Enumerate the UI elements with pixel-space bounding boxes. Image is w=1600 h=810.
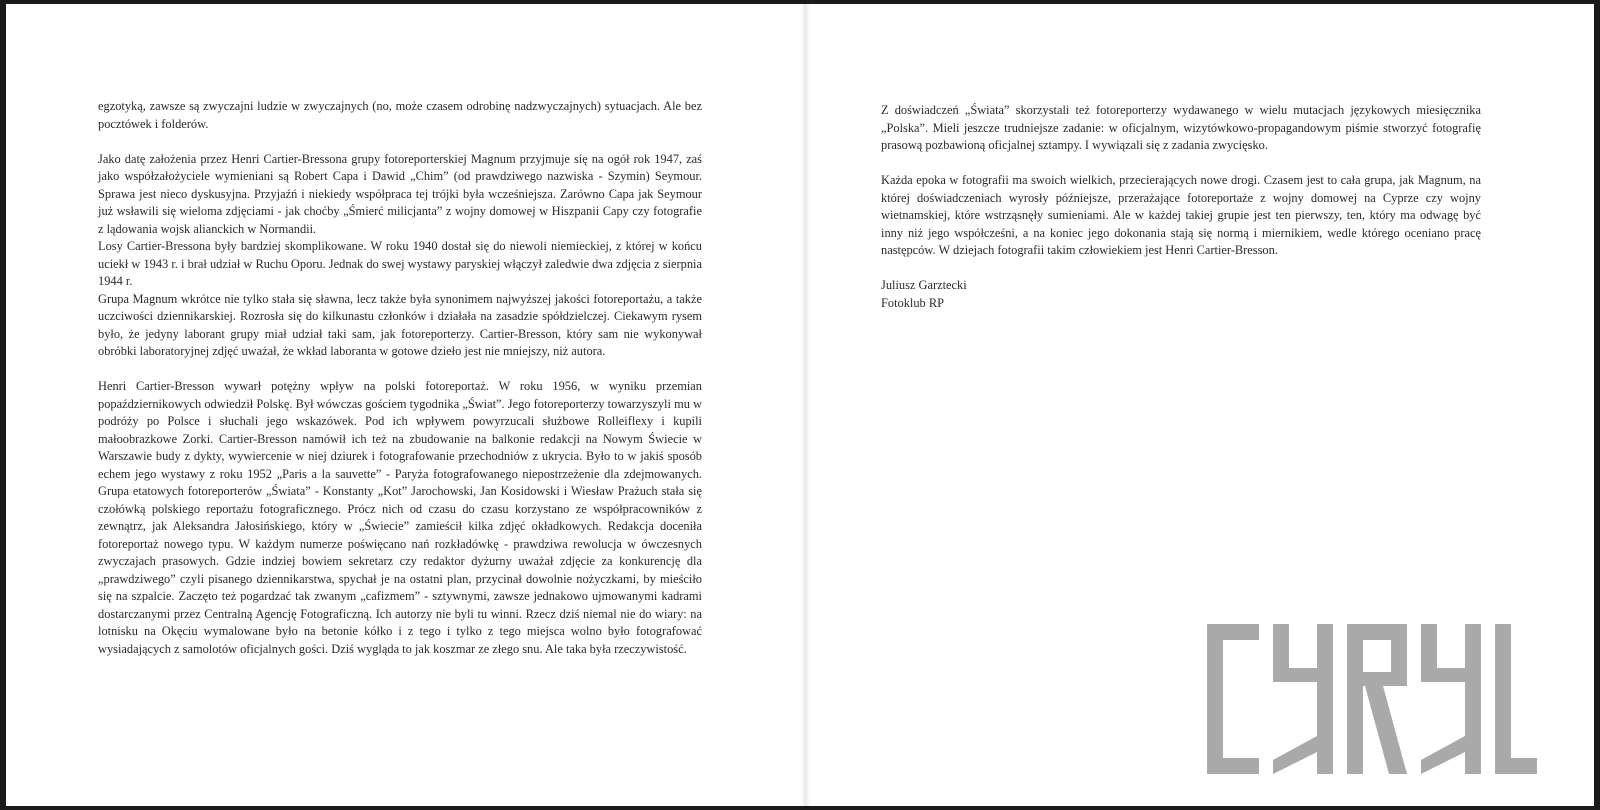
paragraph: Losy Cartier-Bressona były bardziej skomplikowane. W roku 1940 dostał się do niewoli niemieckiej, z której w końcu uciekł w 1943 r. i brał udział w Ruchu Oporu. Jednak do swej wystawy paryskiej włączył zaledwie dwa zdjęcia z sierpnia 1944 r. — [98, 239, 702, 288]
right-page — [811, 4, 1594, 806]
cyryl-logo — [1207, 624, 1537, 774]
paragraph: Henri Cartier-Bresson wywarł potężny wpływ na polski fotoreportaż. W roku 1956, w wyniku przemian popaździernikowych odwiedził Polskę. Był wówczas gościem tygodnika „Świat”. Jego fotoreporterzy towarzyszyli mu w podróży po Polsce i słuchali jego wskazówek. Pod ich wpływem powyrzucali służbowe Rolleiflexy i kupili małoobrazkowe Zorki. Cartier-Bresson namówił ich też na zbudowanie na balkonie redakcji na Nowym Świecie w Warszawie budy z dykty, wywiercenie w niej dziurek i fotografowanie przechodniów z ukrycia. Było to w jakiś sposób echem jego wystawy z roku 1952 „Paris a la sauvette” - Paryża fotografowanego niepostrzeżenie dla zdejmowanych. Grupa etatowych fotoreporterów „Świata” - Konstanty „Kot” Jarochowski, Jan Kosidowski i Wiesław Prażuch stała się czołówką polskiego reportażu fotograficznego. Prócz nich od czasu do czasu korzystano ze współpracowników z zewnątrz, jak Aleksandra Jałosińskiego, który w „Świecie” zamieścił kilka zdjęć okładkowych. Redakcja doceniła fotoreportaż nowego typu. W każdym numerze poświęcano nań rozkładówkę - prawdziwa rewolucja w ówczesnych zwyczajach prasowych. Gdzie indziej bowiem sekretarz czy redaktor dyżurny uważał zdjęcie za konkurencję dla „prawdziwego” czyli pisanego dziennikarstwa, spychał je na ostatni plan, przycinał dowolnie nożyczkami, by mieściło się na szpalcie. Zaczęto też pogardzać tak zwanym „cafizmem” - sztywnymi, zawsze jednakowo ujmowanymi kadrami dostarczanymi przez Centralną Agencję Fotograficzną. Ich autorzy nie byli tu winni. Rzecz dziś niemal nie do wiary: na lotnisku na Okęciu wymalowane było na betonie kółko i z tego i tylko z tego miejsca wolno było fotografować wysiadających z samolotów oficjalnych gości. Dziś wygląda to jak koszmar ze złego snu. Ale taka była rzeczywistość. — [98, 379, 702, 656]
signature-author: Juliusz Garztecki — [881, 278, 967, 292]
left-page-text — [98, 98, 702, 658]
left-page — [6, 4, 801, 806]
book-gutter — [801, 4, 811, 806]
paragraph: Grupa Magnum wkrótce nie tylko stała się sławna, lecz także była synonimem najwyższej jakości fotoreportażu, a także uczciwości dziennikarskiej. Rozrosła się do kilkunastu członków i działała na zasadzie spółdzielczej. Ciekawym rysem było, że jedyny laborant grupy miał udział taki sam, jak fotoreporterzy. Cartier-Bresson, który sam nie wykonywał obróbki laboratoryjnej zdjęć uważał, że wkład laboranta w gotowe dzieło jest nie mniejszy, niż autora. — [98, 291, 702, 358]
paragraph: egzotyką, zawsze są zwyczajni ludzie w zwyczajnych (no, może czasem odrobinę nadzwyczajnych) sytuacjach. Ale bez pocztówek i folderów. — [98, 99, 702, 131]
paragraph: Każda epoka w fotografii ma swoich wielkich, przecierających nowe drogi. Czasem jest to cała grupa, jak Magnum, na której doświadczeniach wyrosły późniejsze, przerażające fotoreportaże z wojny domowej na Cyprze czy wojny wietnamskiej, które wstrząsnęły sumieniami. Ale w każdej takiej grupie jest ten pierwszy, ten, który ma odwagę być inny niż jego współcześni, a na koniec jego dokonania stają się normą i miernikiem, wedle którego oceniano pracę następców. W dziejach fotografii takim człowiekiem jest Henri Cartier-Bresson. — [881, 173, 1481, 257]
signature-organization: Fotoklub RP — [881, 295, 945, 310]
signature — [881, 277, 1481, 312]
right-page-text — [881, 102, 1481, 312]
book-spread — [6, 4, 1594, 806]
paragraph: Z doświadczeń „Świata” skorzystali też fotoreporterzy wydawanego w wielu mutacjach językowych miesięcznika „Polska”. Mieli jeszcze trudniejsze zadanie: w oficjalnym, wizytówkowo-propagandowym piśmie stworzyć fotografię prasową pozbawioną oficjalnej sztampy. I wywiązali się z zadania zwycięsko. — [881, 103, 1481, 152]
paragraph: Jako datę założenia przez Henri Cartier-Bressona grupy fotoreporterskiej Magnum przyjmuje się na ogół rok 1947, zaś jako współzałożyciele wymieniani są Robert Capa i Dawid „Chim” (od prawdziwego nazwiska - Szymin) Seymour. Sprawa jest nieco dyskusyjna. Przyjaźń i niekiedy współpraca tej trójki była wcześniejsza. Zarówno Capa jak Seymour już wsławili się wieloma zdjęciami - jak choćby „Śmierć milicjanta” z wojny domowej w Hiszpanii Capy czy fotografie z lądowania wojsk alianckich w Normandii. — [98, 151, 702, 236]
